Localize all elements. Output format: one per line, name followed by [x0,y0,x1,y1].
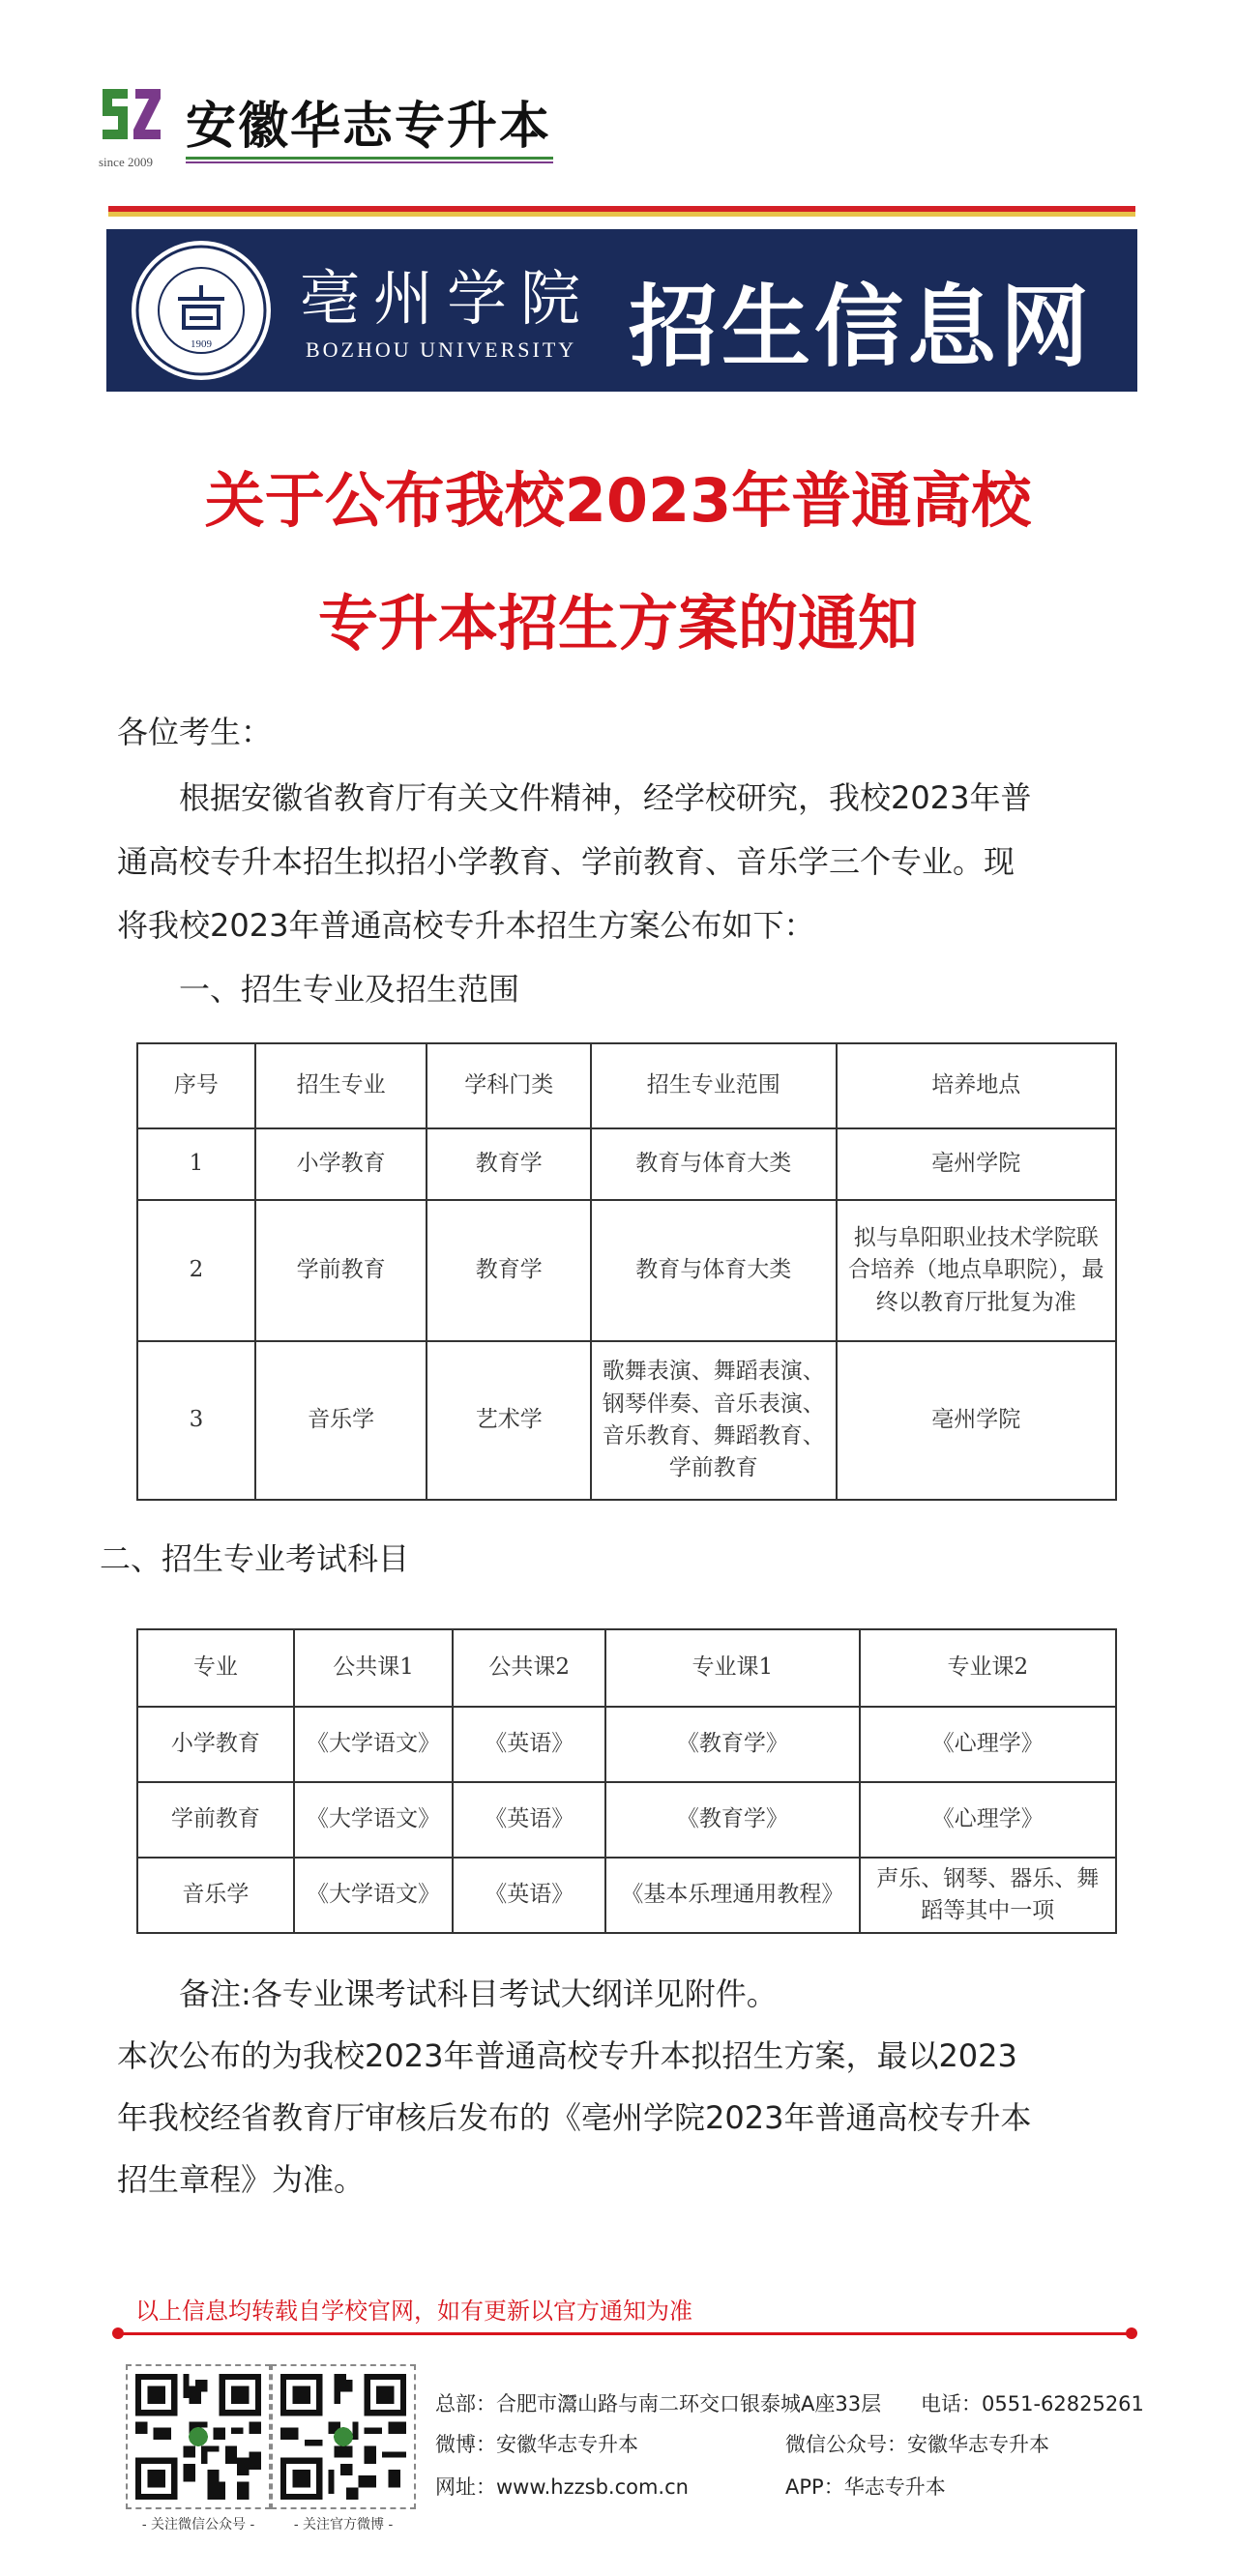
table-cell: 《英语》 [453,1858,605,1933]
table-cell: 教育学 [427,1128,591,1200]
wechat-text: 微信公众号：安徽华志专升本 [785,2433,1049,2456]
greeting: 各位考生： [117,714,273,750]
wechat-qr-code[interactable] [126,2364,271,2509]
brand-logo-icon [97,79,166,149]
brand-underline [186,157,553,160]
closing-line: 本次公布的为我校2023年普通高校专升本拟招生方案，最以2023 [117,2037,1017,2074]
note-text: 备注:各专业课考试科目考试大纲详见附件。 [179,1976,778,2012]
brand-header [97,68,561,174]
table-cell: 《英语》 [453,1707,605,1782]
table-row [137,1858,1116,1933]
table-cell: 2 [137,1200,255,1341]
table-row [137,1782,1116,1858]
table-header-cell: 公共课2 [453,1629,605,1707]
university-name-en: BOZHOU UNIVERSITY [306,337,577,362]
table-header-cell: 专业 [137,1629,294,1707]
table-cell: 教育学 [427,1200,591,1341]
qr-code-icon [280,2374,406,2500]
table-header-cell: 专业课2 [860,1629,1116,1707]
table-cell: 《大学语文》 [294,1782,454,1858]
table-cell: 《大学语文》 [294,1858,454,1933]
disclaimer-text: 以上信息均转载自学校官网，如有更新以官方通知为准 [135,2298,692,2325]
table-cell: 《基本乐理通用教程》 [605,1858,859,1933]
university-banner [106,229,1137,392]
university-name-cn: 亳州学院 [300,263,595,334]
phone-text: 电话：0551-62825261 [921,2392,1144,2415]
table-header-cell: 学科门类 [427,1043,591,1128]
table-header-cell: 专业课1 [605,1629,859,1707]
majors-table [136,1042,1117,1501]
university-seal-icon [130,239,273,382]
table-header-cell: 序号 [137,1043,255,1128]
table-cell: 《教育学》 [605,1782,859,1858]
brand-underline-secondary [186,161,553,163]
paragraph-line: 通高校专升本招生拟招小学教育、学前教育、音乐学三个专业。现 [117,843,1015,880]
table-cell: 拟与阜阳职业技术学院联合培养（地点阜职院），最终以教育厅批复为准 [837,1200,1116,1341]
notice-title-line1: 关于公布我校2023年普通高校 [204,465,1032,536]
address-text: 总部：合肥市灊山路与南二环交口银泰城A座33层 [435,2392,882,2415]
table-cell: 《大学语文》 [294,1707,454,1782]
table-cell: 歌舞表演、舞蹈表演、钢琴伴奏、音乐表演、音乐教育、舞蹈教育、学前教育 [591,1341,836,1500]
weibo-qr-code[interactable] [271,2364,416,2509]
table-cell: 小学教育 [137,1707,294,1782]
table-header-cell: 培养地点 [837,1043,1116,1128]
table-cell: 《教育学》 [605,1707,859,1782]
table-cell: 教育与体育大类 [591,1200,836,1341]
footer-divider [118,2332,1132,2335]
banner-title: 招生信息网 [629,276,1094,379]
table-cell: 音乐学 [137,1858,294,1933]
table-row [137,1341,1116,1500]
svg-text:1909: 1909 [191,338,212,350]
table-row [137,1200,1116,1341]
table-cell: 《心理学》 [860,1707,1116,1782]
table-cell: 《英语》 [453,1782,605,1858]
table-cell: 学前教育 [137,1782,294,1858]
wechat-qr-caption: - 关注微信公众号 - [141,2517,255,2532]
closing-line: 年我校经省教育厅审核后发布的《亳州学院2023年普通高校专升本 [117,2099,1032,2136]
table-cell: 学前教育 [255,1200,427,1341]
table-cell: 艺术学 [427,1341,591,1500]
table-row [137,1707,1116,1782]
table-cell: 1 [137,1128,255,1200]
paragraph-line: 根据安徽省教育厅有关文件精神，经学校研究，我校2023年普 [179,779,1032,816]
table-cell: 音乐学 [255,1341,427,1500]
header-divider-yellow [108,212,1135,217]
closing-line: 招生章程》为准。 [117,2161,366,2198]
weibo-text: 微博：安徽华志专升本 [435,2433,638,2456]
table-cell: 3 [137,1341,255,1500]
table-header-cell: 招生专业 [255,1043,427,1128]
table-header-row [137,1629,1116,1707]
table-cell: 声乐、钢琴、器乐、舞蹈等其中一项 [860,1858,1116,1933]
table-header-cell: 公共课1 [294,1629,454,1707]
paragraph-line: 将我校2023年普通高校专升本招生方案公布如下： [117,907,815,944]
table-cell: 《心理学》 [860,1782,1116,1858]
table-header-cell: 招生专业范围 [591,1043,836,1128]
section-heading-2: 二、招生专业考试科目 [100,1540,410,1577]
table-cell: 亳州学院 [837,1128,1116,1200]
section-heading-1: 一、招生专业及招生范围 [179,971,520,1008]
footer-divider-dot [1126,2327,1137,2339]
table-cell: 亳州学院 [837,1341,1116,1500]
table-cell: 教育与体育大类 [591,1128,836,1200]
weibo-qr-caption: - 关注官方微博 - [293,2517,394,2532]
brand-name: 安徽华志专升本 [186,97,552,156]
website-link[interactable]: 网址：www.hzzsb.com.cn [435,2475,689,2499]
notice-title-line2: 专升本招生方案的通知 [317,588,918,659]
table-header-row [137,1043,1116,1128]
table-row [137,1128,1116,1200]
exam-subjects-table [136,1628,1117,1934]
table-cell: 小学教育 [255,1128,427,1200]
brand-since: since 2009 [99,155,153,169]
qr-code-icon [135,2374,261,2500]
app-text: APP：华志专升本 [785,2475,946,2499]
